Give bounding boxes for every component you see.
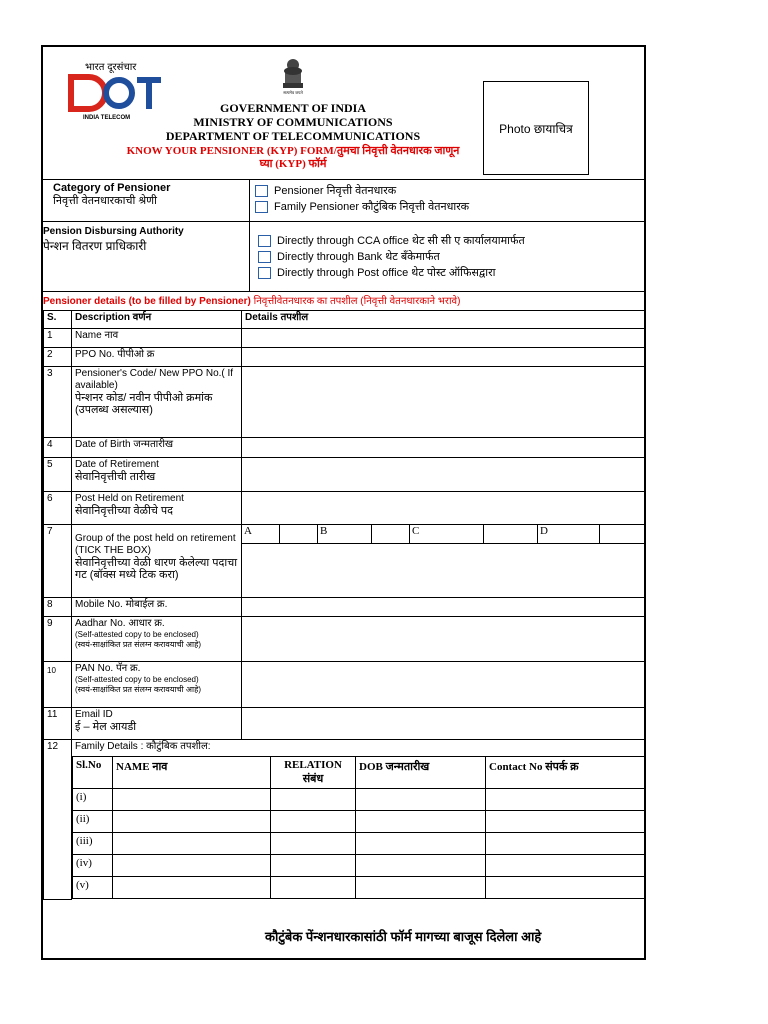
category-option-pensioner[interactable] [255, 183, 469, 199]
table-row [44, 367, 645, 438]
retirement-date-field[interactable] [242, 458, 645, 492]
dot-logo-mark [67, 73, 163, 113]
family-name-field[interactable] [113, 877, 271, 899]
kyp-form-page [41, 45, 646, 960]
photo-box [483, 81, 589, 175]
authority-label-mr: पेन्शन वितरण प्राधिकारी [43, 239, 147, 253]
family-col-name: NAME नाव [113, 757, 271, 789]
family-dob-field[interactable] [356, 855, 486, 877]
table-row [44, 438, 645, 458]
family-relation-field[interactable] [271, 833, 356, 855]
pan-field[interactable] [242, 662, 645, 708]
family-contact-field[interactable] [486, 855, 646, 877]
logo-sub-text: INDIA TELECOM [83, 115, 131, 121]
row-label-mr: सेवानिवृत्तीची तारीख [75, 471, 156, 483]
form-header [43, 47, 644, 179]
gov-line-1: GOVERNMENT OF INDIA [219, 101, 366, 115]
details-heading-mr: निवृत्तीवेतनधारक का तपशील (निवृत्ती वेतनधारकाने भरावे) [250, 296, 461, 307]
group-cell [242, 525, 645, 598]
category-label-en: Category of Pensioner [53, 182, 171, 194]
authority-options [258, 233, 525, 281]
row-label [72, 458, 242, 492]
family-contact-field[interactable] [486, 833, 646, 855]
details-heading [43, 293, 460, 307]
emblem-caption: सत्यमेव जयते [283, 90, 303, 95]
family-row [73, 789, 646, 811]
attest-note-mr: (स्वयं-साक्षांकित प्रत संलग्न करावयाची आहे) [75, 640, 202, 649]
row-label: Mobile No. मोबाईल क्र. [72, 598, 242, 617]
family-row-number: (iv) [73, 855, 113, 877]
divider [43, 291, 644, 292]
aadhar-field[interactable] [242, 617, 645, 662]
row-number: 6 [44, 492, 72, 525]
row-number: 12 [44, 740, 72, 900]
row-number: 9 [44, 617, 72, 662]
family-details-cell [72, 740, 645, 900]
family-table [72, 756, 646, 899]
row-label-en: Pensioner's Code/ New PPO No.( If available) [75, 368, 234, 391]
row-label: PPO No. पीपीओ क्र [72, 348, 242, 367]
family-name-field[interactable] [113, 789, 271, 811]
row-label [72, 617, 242, 662]
col-details: Details तपशील [242, 311, 645, 329]
divider [249, 221, 250, 291]
group-box-d[interactable] [600, 525, 644, 543]
pensioner-details-table [43, 310, 645, 900]
family-row [73, 877, 646, 899]
checkbox[interactable] [258, 251, 271, 263]
option-label: Directly through Bank थेट बँकेमार्फत [277, 251, 440, 263]
email-field[interactable] [242, 708, 645, 740]
family-row [73, 811, 646, 833]
gov-title [163, 101, 423, 143]
option-label: Directly through CCA office थेट सी सी ए कार्यालयामार्फत [277, 235, 525, 247]
category-label-mr: निवृत्ती वेतनधारकाची श्रेणी [53, 195, 157, 207]
group-label-c: C [410, 525, 484, 543]
divider [43, 221, 644, 222]
row-number: 8 [44, 598, 72, 617]
row-label [72, 492, 242, 525]
group-label-b: B [318, 525, 372, 543]
authority-option-bank[interactable] [258, 249, 525, 265]
row-label-en: Email ID [75, 709, 113, 720]
family-row-number: (ii) [73, 811, 113, 833]
family-dob-field[interactable] [356, 789, 486, 811]
kyp-line-1: KNOW YOUR PENSIONER (KYP) FORM/तुमचा निवृत्ती वेतनधारक जाणून [126, 145, 460, 157]
table-row [44, 525, 645, 598]
family-dob-field[interactable] [356, 811, 486, 833]
group-boxes [242, 525, 644, 544]
family-name-field[interactable] [113, 833, 271, 855]
row-label: Date of Birth जन्मतारीख [72, 438, 242, 458]
category-options [255, 183, 469, 215]
table-row [44, 708, 645, 740]
attest-note-mr: (स्वयं-साक्षांकित प्रत संलग्न करावयाची आहे) [75, 685, 202, 694]
row-label-en: Post Held on Retirement [75, 493, 184, 504]
row-label [72, 708, 242, 740]
option-label: Pensioner निवृत्ती वेतनधारक [274, 185, 397, 197]
authority-label [43, 225, 184, 253]
row-label-mr: सेवानिवृत्तीच्या वेळी धारण केलेल्या पदाचा गट (बॉक्स मध्ये टिक करा) [75, 557, 238, 581]
table-row [44, 329, 645, 348]
table-row [44, 617, 645, 662]
row-label-mr: ई – मेल आयडी [75, 721, 137, 733]
family-dob-field[interactable] [356, 833, 486, 855]
table-row [44, 492, 645, 525]
name-field[interactable] [242, 329, 645, 348]
family-col-dob: DOB जन्मतारीख [356, 757, 486, 789]
row-label-en: PAN No. पॅन क्र. [75, 663, 141, 674]
dob-field[interactable] [242, 438, 645, 458]
table-row [44, 662, 645, 708]
family-relation-field[interactable] [271, 877, 356, 899]
details-heading-en: Pensioner details (to be filled by Pensioner) [43, 296, 251, 307]
divider [43, 179, 644, 180]
pensioner-code-field[interactable] [242, 367, 645, 438]
family-contact-field[interactable] [486, 789, 646, 811]
row-label-en: Group of the post held on retirement (TICK THE BOX) [75, 533, 236, 556]
gov-line-3: DEPARTMENT OF TELECOMMUNICATIONS [165, 129, 421, 143]
row-number: 5 [44, 458, 72, 492]
row-label [72, 525, 242, 598]
table-row [44, 458, 645, 492]
kyp-title [103, 145, 483, 171]
post-held-field[interactable] [242, 492, 645, 525]
row-number: 11 [44, 708, 72, 740]
logo-hindi-text: भारत दूरसंचार [85, 62, 137, 73]
row-label-mr: पेन्शनर कोड/ नवीन पीपीओ क्रमांक (उपलब्ध असल्यास) [75, 392, 213, 416]
family-name-field[interactable] [113, 811, 271, 833]
family-col-slno: Sl.No [73, 757, 113, 789]
authority-label-en: Pension Disbursing Authority [43, 226, 184, 237]
table-row [44, 740, 645, 900]
row-label-en: Aadhar No. आधार क्र. [75, 618, 165, 629]
row-label [72, 662, 242, 708]
family-name-field[interactable] [113, 855, 271, 877]
checkbox[interactable] [255, 201, 268, 213]
family-row-number: (v) [73, 877, 113, 899]
attest-note-en: (Self-attested copy to be enclosed) [75, 630, 199, 639]
row-label [72, 367, 242, 438]
family-contact-field[interactable] [486, 877, 646, 899]
family-relation-field[interactable] [271, 811, 356, 833]
family-relation-field[interactable] [271, 855, 356, 877]
mobile-field[interactable] [242, 598, 645, 617]
row-number: 1 [44, 329, 72, 348]
row-label-en: Date of Retirement [75, 459, 159, 470]
table-row [44, 598, 645, 617]
family-contact-field[interactable] [486, 811, 646, 833]
category-option-family[interactable] [255, 199, 469, 215]
authority-option-cca[interactable] [258, 233, 525, 249]
option-label: Family Pensioner कौटुंबिक निवृत्ती वेतनधारक [274, 201, 470, 213]
family-dob-field[interactable] [356, 877, 486, 899]
group-label-d: D [538, 525, 600, 543]
family-header-row [73, 757, 646, 789]
authority-option-post[interactable] [258, 265, 525, 281]
col-desc: Description वर्णन [72, 311, 242, 329]
checkbox[interactable] [258, 267, 271, 279]
family-row-number: (iii) [73, 833, 113, 855]
group-box-a[interactable] [280, 525, 318, 543]
attest-note-en: (Self-attested copy to be enclosed) [75, 675, 199, 684]
category-label [53, 182, 170, 208]
row-number: 3 [44, 367, 72, 438]
option-label: Directly through Post office थेट पोस्ट ऑफिसद्वारा [277, 267, 496, 279]
family-details-label: Family Details : कौटुंबिक तपशील: [75, 741, 211, 752]
table-row [44, 348, 645, 367]
table-header-row [44, 311, 645, 329]
row-number: 4 [44, 438, 72, 458]
ppo-field[interactable] [242, 348, 645, 367]
row-number: 2 [44, 348, 72, 367]
photo-label: Photo छायाचित्र [499, 121, 573, 136]
row-number: 10 [44, 662, 72, 708]
family-row [73, 855, 646, 877]
col-sno: S. [44, 311, 72, 329]
national-emblem [279, 57, 307, 95]
kyp-line-2: घ्या (KYP) फॉर्म [259, 158, 327, 170]
family-col-relation: RELATION संबंध [271, 757, 356, 789]
family-row-number: (i) [73, 789, 113, 811]
family-row [73, 833, 646, 855]
footer-note: कौटुंबेक पेंन्शनधारकासांठी फॉर्म मागच्या बाजूस दिलेला आहे [265, 929, 542, 944]
row-number: 7 [44, 525, 72, 598]
group-label-a: A [242, 525, 280, 543]
group-box-c[interactable] [484, 525, 538, 543]
family-col-contact: Contact No संपर्क क्र [486, 757, 646, 789]
checkbox[interactable] [258, 235, 271, 247]
family-relation-field[interactable] [271, 789, 356, 811]
row-label-mr: सेवानिवृत्तीच्या वेळीचे पद [75, 505, 174, 517]
gov-line-2: MINISTRY OF COMMUNICATIONS [193, 115, 393, 129]
group-box-b[interactable] [372, 525, 410, 543]
row-label: Name नाव [72, 329, 242, 348]
checkbox[interactable] [255, 185, 268, 197]
